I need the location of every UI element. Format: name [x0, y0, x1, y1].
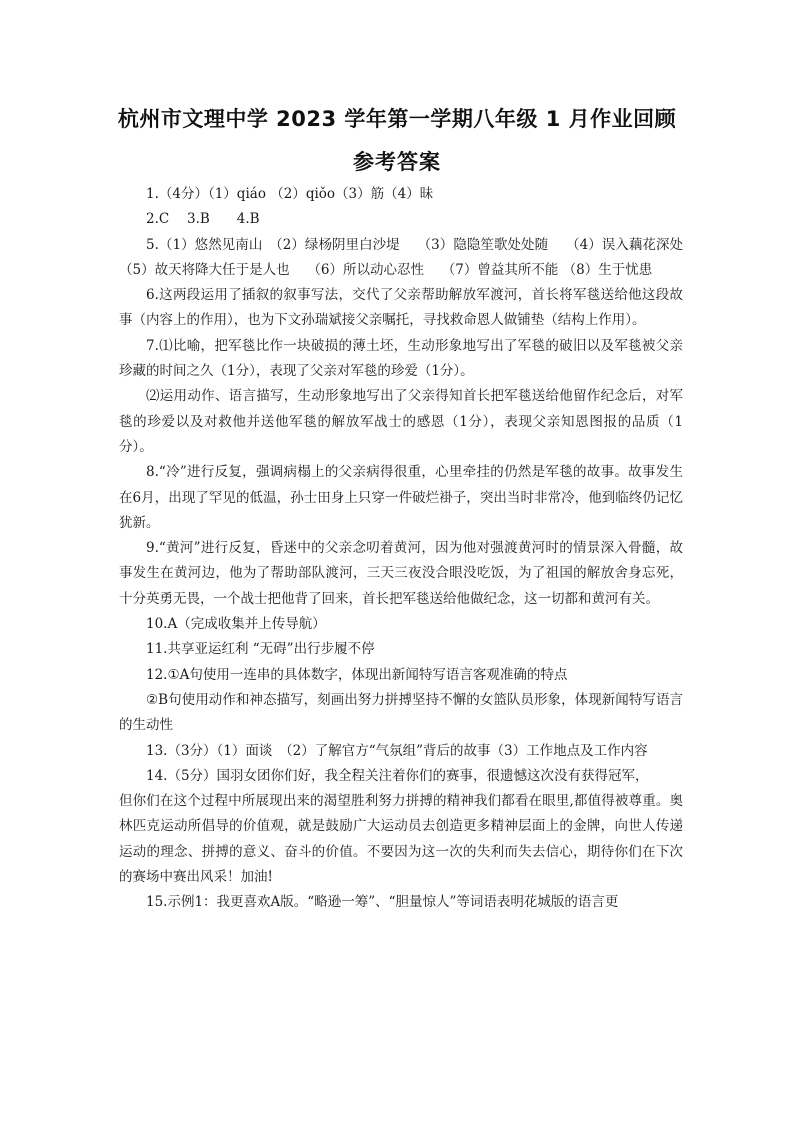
answer-q14-line1: 14.（5分）国羽女团你们好，我全程关注着你们的赛事，很遗憾这次没有获得冠军， [146, 767, 649, 784]
page-subtitle: 参考答案 [353, 150, 441, 174]
answer-q2-4: 2.C 3.B 4.B [146, 211, 260, 228]
answer-q14-body: 但你们在这个过程中所展现出来的渴望胜利努力拼搏的精神我们都看在眼里,都值得被尊重。奥林匹克运动所倡导的价值观，就是鼓励广大运动员去创造更多精神层面上的金牌，向世人传递运动的理念、拼搏的意义、奋斗的价值。不要因为这一次的失利而失去信心，期待你们在下次的赛场中赛出风采！加油! [119, 793, 683, 886]
answer-q5: 5.（1）悠然见南山 （2）绿杨阴里白沙堤 （3）隐隐笙歌处处随 （4）误入藕花深处 （5）故天将降大任于是人也 （6）所以动心忍性 （7）曾益其所不能 （8）生于忧患 [119, 236, 701, 278]
page-title: 杭州市文理中学 2023 学年第一学期八年级 1 月作业回顾 [117, 107, 677, 131]
answer-q6: 6.这两段运用了插叙的叙事写法，交代了父亲帮助解放军渡河，首长将军毯送给他这段故事（内容上的作用），也为下文孙瑞斌接父亲嘱托，寻找救命恩人做铺垫（结构上作用）。 [119, 287, 683, 329]
answer-q12-part2: ②B句使用动作和神态描写，刻画出努力拼搏坚持不懈的女篮队员形象，体现新闻特写语言的生动性 [119, 691, 683, 734]
answer-q7-part1: 7.⑴比喻，把军毯比作一块破损的薄土坯，生动形象地写出了军毯的破旧以及军毯被父亲珍藏的时间之久（1分），表现了父亲对军毯的珍爱（1分）。 [119, 337, 683, 380]
answer-q8: 8.“冷”进行反复，强调病榻上的父亲病得很重，心里牵挂的仍然是军毯的故事。故事发生在6月，出现了罕见的低温，孙士田身上只穿一件破烂褂子，突出当时非常冷，他到临终仍记忆犹新。 [119, 464, 683, 531]
answer-q13: 13.（3分）（1）面谈 （2）了解官方“气氛组”背后的故事（3）工作地点及工作内容 [146, 742, 648, 759]
answer-q10: 10.A（完成收集并上传导航） [146, 616, 326, 633]
answer-q11: 11.共享亚运红利 “无碍”出行步履不停 [146, 641, 375, 658]
answer-q1: 1.（4分）（1）qiáo （2）qiǒo（3）筋（4）昧 [146, 186, 434, 202]
answer-list [119, 182, 701, 916]
answer-q15: 15.示例1：我更喜欢A版。“略逊一筹”、“胆量惊人”等词语表明花城版的语言更 [146, 894, 619, 911]
answer-q12-part1: 12.①A句使用一连串的具体数字，体现出新闻特写语言客观准确的特点 [146, 666, 568, 683]
answer-q9: 9.“黄河”进行反复，昏迷中的父亲念叨着黄河，因为他对强渡黄河时的情景深入骨髓，故事发生在黄河边，他为了帮助部队渡河，三天三夜没合眼没吃饭，为了祖国的解放舍身忘死，十分英勇无畏，一个战士把他背了回来，首长把军毯送给他做纪念，这一切都和黄河有关。 [119, 540, 683, 607]
answer-q7-part2: ⑵运用动作、语言描写，生动形象地写出了父亲得知首长把军毯送给他留作纪念后，对军毯的珍爱以及对救他并送他军毯的解放军战士的感恩（1分），表现父亲知恩图报的品质（1分）。 [119, 388, 683, 455]
